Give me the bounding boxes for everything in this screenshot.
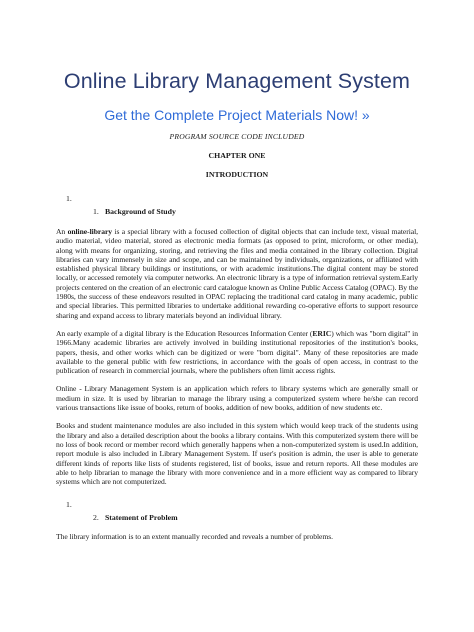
document-title: Online Library Management System [63, 69, 411, 93]
section-number: 1. [93, 207, 99, 216]
paragraph-text: ) which was "born digital" in 1966.Many academic libraries are actively involved in building institutional repositories of the institution's books, papers, thesis, and other works which can be digitized or were "born digital". Many of these repositories are made available to the general public with few restrictions, in accordance with the goals of open access, in contrast to the publication of research in commercial journals, where the publishers often limit access rights. [56, 328, 418, 376]
section-title: Background of Study [104, 207, 176, 216]
section-number: 2. [93, 513, 99, 523]
program-source-code-note: PROGRAM SOURCE CODE INCLUDED [169, 132, 305, 141]
paragraph-problem-statement: The library information is to an extent manually recorded and reveals a number of problems. [56, 532, 333, 542]
section-heading-background [56, 207, 418, 217]
chapter-heading: CHAPTER ONE [208, 151, 266, 160]
section-heading-problem [56, 513, 418, 523]
bold-term: ERIC [312, 328, 332, 338]
paragraph-text: is a special library with a focused collection of digital objects that can include text, visual material, audio material, video material, stored as electronic media formats (as opposed to print, microform, or other media), along with means for organizing, storing, and retrieving the files and media contained in the library collection. Digital libraries can vary immensely in size and scope, and can be maintained by individuals, organizations, or affiliated with established physical library buildings or institutions, or with academic institutions.The digital content may be stored locally, or accessed remotely via computer networks. An electronic library is a type of information retrieval system.Early projects centered on the creation of an electronic card catalogue known as Online Public Access Catalog (OPAC). By the 1980s, the success of these endeavors resulted in OPAC replacing the traditional card catalog in many academic, public and special libraries. This permitted libraries to undertake additional rewarding co-operative efforts to support resource sharing and expand access to library materials beyond an individual library. [56, 227, 418, 320]
introduction-heading: INTRODUCTION [205, 170, 269, 179]
paragraph-lms-definition: Online - Library Management System is an application which refers to library systems which are generally small or medium in size. It is used by librarian to manage the library using a computerized system where he/she can record various transactions like issue of books, return of books, addition of new books, addition of new students etc. [56, 384, 418, 413]
paragraph-eric [56, 329, 418, 375]
paragraph-text: An [56, 227, 68, 236]
paragraph-online-library [56, 227, 418, 320]
paragraph-text: An early example of a digital library is the Education Resources Information Center ( [56, 328, 313, 338]
outer-list-marker: 1. [66, 500, 72, 510]
get-project-materials-link[interactable]: Get the Complete Project Materials Now! » [104, 107, 370, 123]
paragraph-modules: Books and student maintenance modules are also included in this system which would keep track of the students using the library and also a detailed description about the books a library contains. With this computerized system there will be no loss of book record or member record which generally happens when a non-computerized system is used.In addition, report module is also included in Library Management System. If user's position is admin, the user is able to generate different kinds of reports like lists of students registered, list of books, issue and return reports. All these modules are able to help librarian to manage the library with more convenience and in a more efficient way as compared to library systems which are not computerized. [56, 421, 418, 487]
outer-list-marker: 1. [66, 194, 72, 203]
section-title: Statement of Problem [104, 513, 178, 523]
bold-term: online-library [67, 227, 113, 236]
